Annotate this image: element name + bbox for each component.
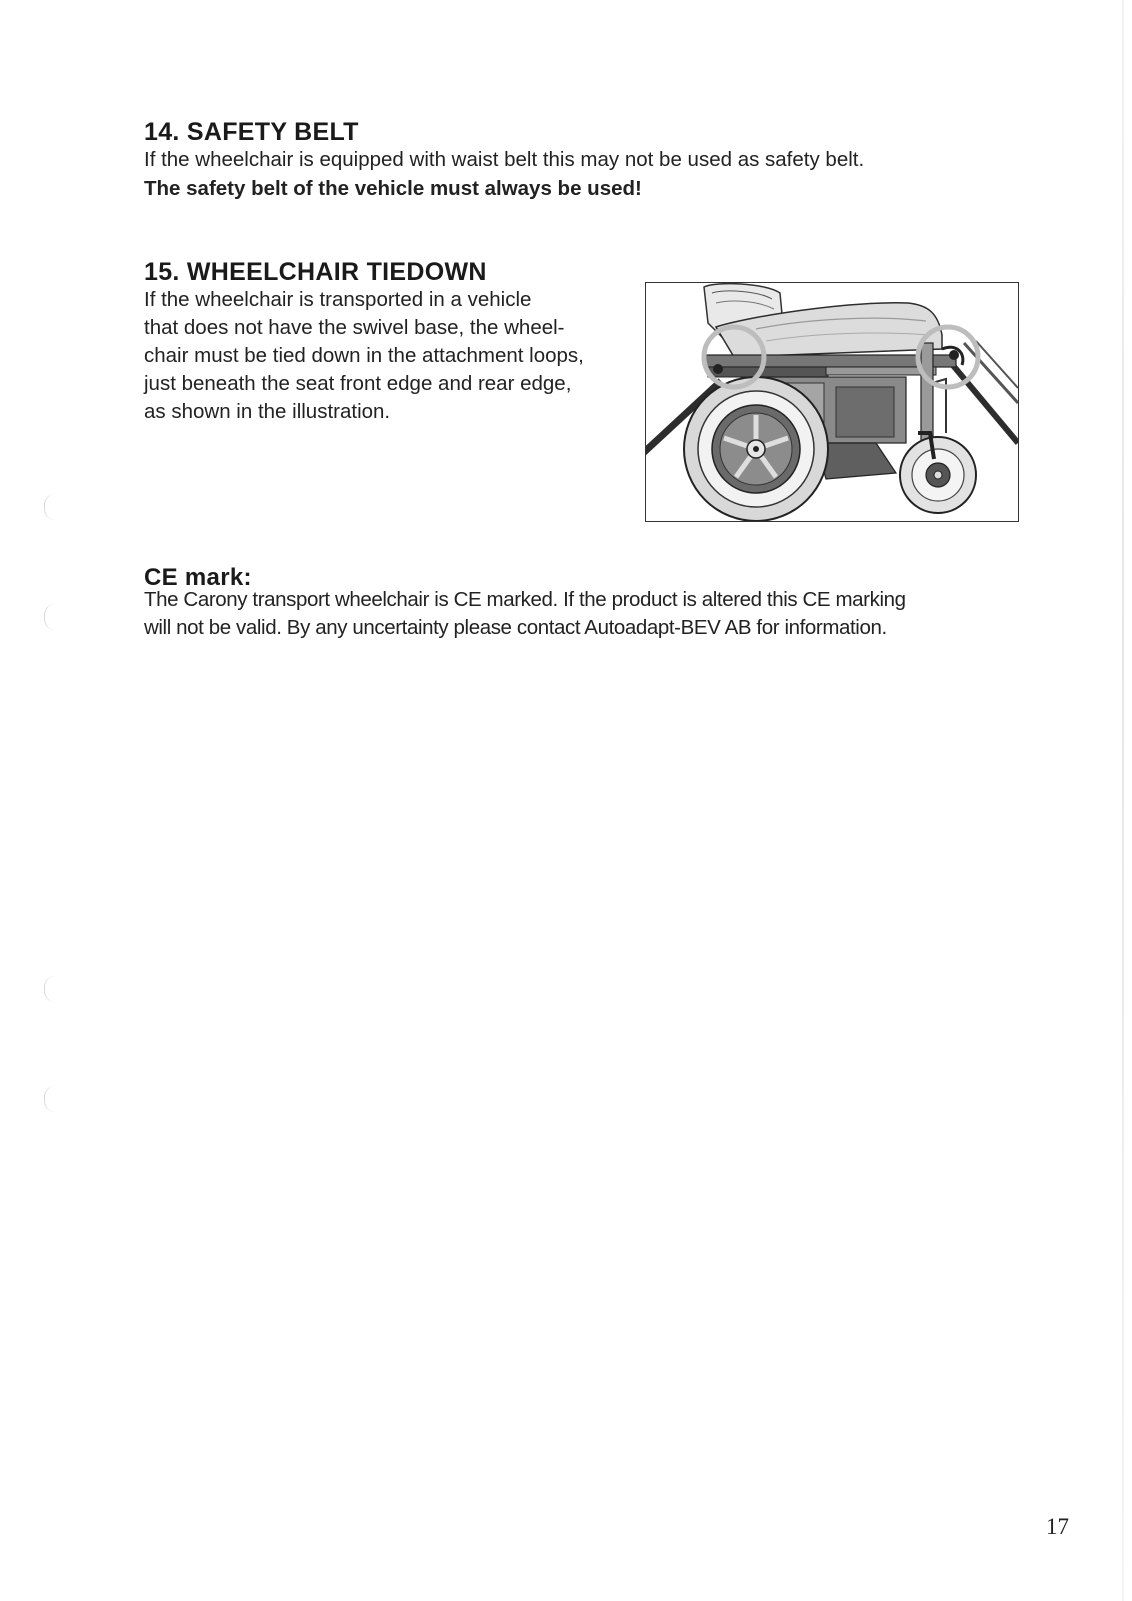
section-15-line: as shown in the illustration. xyxy=(144,400,391,423)
section-14-title: 14. SAFETY BELT xyxy=(144,118,359,146)
section-14-text: If the wheelchair is equipped with waist belt this may not be used as safety belt. xyxy=(144,148,865,171)
page-number: 17 xyxy=(1046,1514,1069,1539)
ce-mark-line: The Carony transport wheelchair is CE marked. If the product is altered this CE marking xyxy=(144,588,906,611)
section-15-line: If the wheelchair is transported in a vehicle xyxy=(144,288,532,311)
binding-hole-mark xyxy=(44,604,55,630)
section-14-warning: The safety belt of the vehicle must always be used! xyxy=(144,177,642,200)
wheelchair-icon xyxy=(646,283,1018,521)
section-15-title: 15. WHEELCHAIR TIEDOWN xyxy=(144,258,487,286)
scan-edge xyxy=(1122,0,1124,1601)
section-15-text xyxy=(144,286,584,426)
ce-mark-line: will not be valid. By any uncertainty please contact Autoadapt-BEV AB for information. xyxy=(144,616,887,639)
binding-hole-mark xyxy=(44,976,55,1002)
section-15-line: just beneath the seat front edge and rear edge, xyxy=(144,372,572,395)
ce-mark-text xyxy=(144,586,906,642)
rear-strap xyxy=(951,363,1018,443)
binding-hole-mark xyxy=(44,1086,55,1112)
section-15-line: chair must be tied down in the attachment loops, xyxy=(144,344,584,367)
ce-mark-title: CE mark: xyxy=(144,564,252,591)
binding-hole-mark xyxy=(44,494,55,520)
section-15-line: that does not have the swivel base, the wheel- xyxy=(144,316,565,339)
wheelchair-tiedown-illustration xyxy=(645,282,1019,522)
